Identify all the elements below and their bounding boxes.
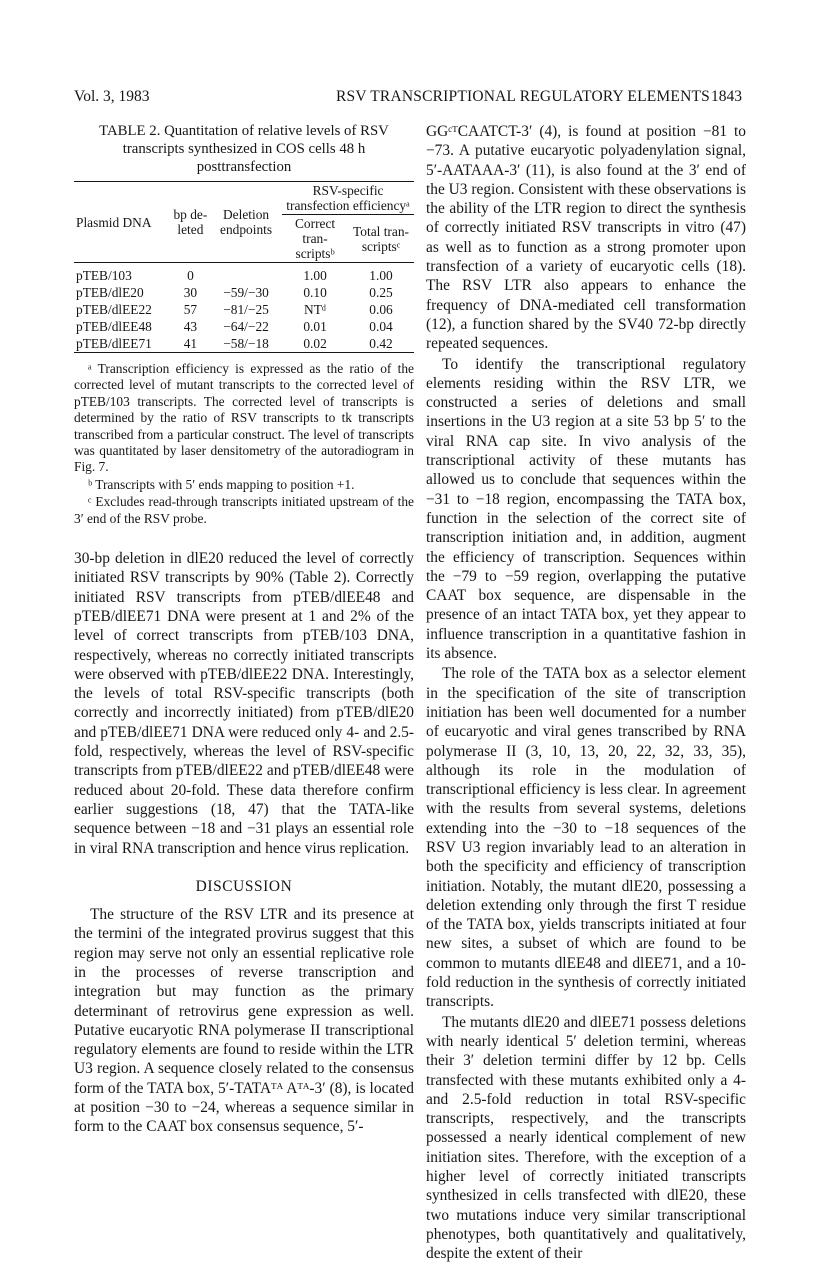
cell-total: 0.42 [369,336,393,351]
paragraph: The mutants dlE20 and dlEE71 possess deletions with nearly identical 5′ deletion termini, whereas their 3′ deletion termini differ by 12 bp. Cells transfected with these mutants exhibited only a 4- and 2.5-fold reduction in total RSV-specific transcripts, respectively, and the transcripts possessed a nearly identical complement of new initiation sites. Therefore, with the exception of a higher level of correctly initiated transcripts synthesized in cells transfected with dlE20, these two mutations induce very similar transcriptional phenotypes, both quantitatively and qualitatively, despite the extent of their [426,1013,746,1263]
table-caption: TABLE 2. Quantitation of relative levels of RSV transcripts synthesized in COS cells 48 h posttransfection [99,123,389,175]
cell-correct: NTᵈ [304,302,327,317]
paragraph: To identify the transcriptional regulatory elements residing within the RSV LTR, we constructed a series of deletions and small insertions in the U3 region at a site 53 bp 5′ to the viral RNA cap site. In vivo analysis of the transcriptional activity of these mutants has allowed us to conclude that sequences within the −31 to −18 region, encompassing the TATA box, function in the selection of the correct site of transcription initiation and, in addition, augment the efficiency of transcription. Sequences within the −79 to −59 region, overlapping the putative CAAT box sequence, are dispensable in the presence of an intact TATA box, yet they appear to influence transcription in a quantitative fashion in its absence. [426,355,746,663]
table-row [74,318,414,335]
footnote-a: ᵃ Transcription efficiency is expressed as the ratio of the corrected level of mutant transcripts to the corrected level of pTEB/103 transcripts. The corrected level of transcripts is determined by the ratio of RSV transcripts to tk transcripts transcribed from a particular construct. The level of transcripts was quantitated by laser densitometry of the autoradiogram in Fig. 7. [74,361,414,475]
table-footnotes [74,361,414,527]
cell-total: 1.00 [369,268,393,283]
table-row [74,335,414,353]
cell-bp: 41 [183,336,198,351]
running-header [74,88,742,112]
cell-total: 0.04 [369,319,393,334]
column-header-bp-deleted: bp de-leted [171,182,210,263]
paragraph: 30-bp deletion in dlE20 reduced the level of correctly initiated RSV transcripts by 90% (Table 2). Correctly initiated RSV transcripts from pTEB/dlEE48 and pTEB/dlEE71 DNA were present at 1 and 2% of the level of correct transcripts from pTEB/103 DNA, respectively, whereas no correctly initiated transcripts were observed with pTEB/dlEE22 DNA. Interestingly, the levels of total RSV-specific transcripts (both correctly and incorrectly initiated) from pTEB/dlE20 and pTEB/dlEE71 DNA were reduced only 4- and 2.5-fold, respectively, whereas the level of RSV-specific transcripts from pTEB/dlEE22 and pTEB/dlEE48 were reduced about 20-fold. These data therefore confirm earlier suggestions (18, 47) that the TATA-like sequence between −18 and −31 plays an essential role in viral RNA transcription and hence virus replication. [74,550,414,857]
paragraph: The role of the TATA box as a selector element in the specification of the site of transcription initiation has been well documented for a number of eucaryotic and viral genes transcribed by RNA polymerase II (3, 10, 13, 20, 22, 32, 33, 35), although its role in the modulation of transcriptional efficiency is less clear. In agreement with the results from several systems, deletions extending into the −30 to −18 sequences of the RSV U3 region invariably lead to an alteration in both the specificity and efficiency of transcription initiation. Notably, the mutant dlE20, possessing a deletion extending only through the first T residue of the TATA box, yields transcripts initiated at four new sites, a subset of which are found to be common to mutants dlEE48 and dlEE71, and a 10-fold reduction in the synthesis of correctly initiated transcripts. [426,665,746,1011]
cell-endpoints: −64/−22 [223,319,269,334]
volume-label: Vol. 3, 1983 [74,88,150,105]
cell-endpoints: −59/−30 [223,285,269,300]
cell-plasmid: pTEB/dlE20 [76,285,144,300]
cell-total: 0.25 [369,285,393,300]
column-header-deletion-endpoints: Deletion endpoints [210,182,282,263]
column-group-efficiency: RSV-specific transfection efficiencyᵃ [282,182,414,215]
left-column [74,122,414,1137]
cell-correct: 0.02 [303,336,327,351]
cell-total: 0.06 [369,302,393,317]
paragraph: GGᶜᵀCAATCT-3′ (4), is found at position −81 to −73. A putative eucaryotic polyadenylation signal, 5′-AATAAA-3′ (11), is also found at the 3′ end of the U3 region. Consistent with these observations is the ability of the LTR region to direct the synthesis of correctly initiated RSV transcripts in vitro (47) as well as to function as a strong promoter upon transfection of a variety of eucaryotic cells (18). The RSV LTR also appears to enhance the frequency of DNA-mediated cell transformation (12), a function shared by the SV40 72-bp directly repeated sequences. [426,123,746,353]
cell-bp: 30 [183,285,198,300]
column-header-plasmid: Plasmid DNA [74,182,171,263]
cell-bp: 43 [183,319,198,334]
cell-correct: 0.01 [303,319,327,334]
cell-correct: 0.10 [303,285,327,300]
cell-plasmid: pTEB/dlEE22 [76,302,152,317]
column-header-total: Total tran-scriptsᶜ [348,215,414,263]
paragraph: The structure of the RSV LTR and its presence at the termini of the integrated provirus suggest that this region may serve not only an essential replicative role in the processes of reverse transcription and integration but may function as the primary determinant of retrovirus gene expression as well. Putative eucaryotic RNA polymerase II transcriptional regulatory elements are found to reside within the LTR U3 region. A sequence closely related to the consensus form of the TATA box, 5′-TATAᵀᴬ Aᵀᴬ-3′ (8), is located at position −30 to −24, whereas a sequence similar in form to the CAAT box consensus sequence, 5′- [74,906,414,1136]
footnote-c: ᶜ Excludes read-through transcripts initiated upstream of the 3′ end of the RSV probe. [74,494,414,526]
cell-plasmid: pTEB/dlEE48 [76,319,152,334]
page-number: 1843 [711,88,742,105]
left-body-text [74,549,414,1137]
cell-endpoints [210,263,282,285]
table-2 [74,181,414,353]
cell-bp: 0 [187,268,194,283]
column-header-correct: Correct tran-scriptsᵇ [282,215,348,263]
table-row [74,263,414,285]
table-row [74,301,414,318]
cell-plasmid: pTEB/dlEE71 [76,336,152,351]
cell-bp: 57 [183,302,198,317]
footnote-b: ᵇ Transcripts with 5′ ends mapping to position +1. [88,476,355,492]
cell-endpoints: −58/−18 [223,336,269,351]
section-heading-discussion: DISCUSSION [195,877,293,895]
right-column [426,122,746,1264]
cell-correct: 1.00 [303,268,327,283]
cell-plasmid: pTEB/103 [76,268,132,283]
running-title: RSV TRANSCRIPTIONAL REGULATORY ELEMENTS [336,88,710,105]
table-row [74,284,414,301]
cell-endpoints: −81/−25 [223,302,269,317]
